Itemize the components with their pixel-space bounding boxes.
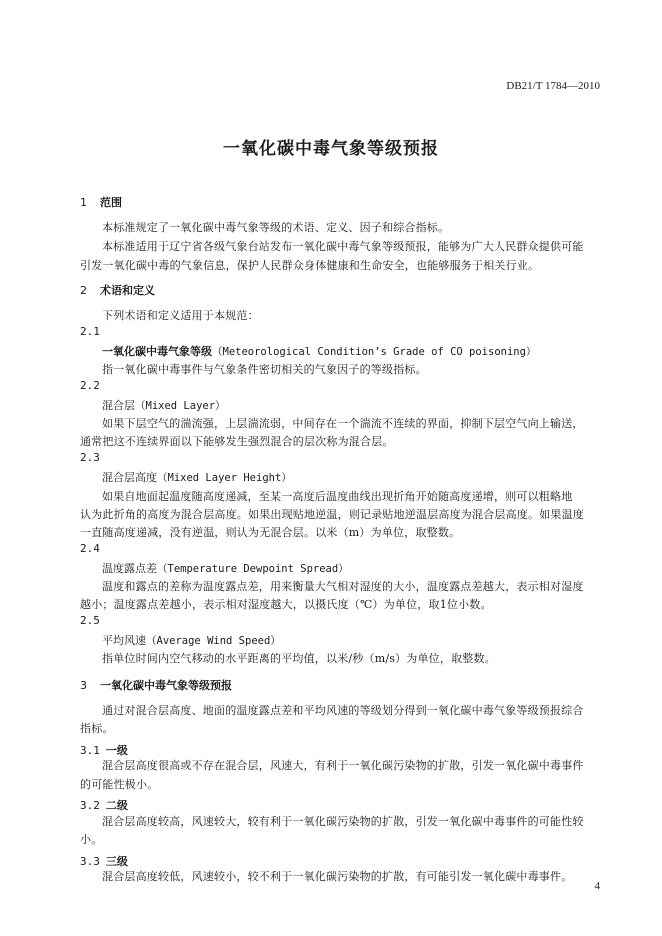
level-description: 混合层高度较高，风速较大，较有利于一氧化碳污染物的扩散，引发一氧化碳中毒事件的可能性较	[102, 815, 584, 828]
section-number: 3	[80, 679, 87, 692]
definition-continued: 一直随高度递减，没有逆温，则认为无混合层。以米（m）为单位，取整数。	[80, 526, 461, 539]
paragraph: 下列术语和定义适用于本规范：	[102, 309, 259, 322]
definition: 温度和露点的差称为温度露点差，用来衡量大气相对湿度的大小，温度露点差越大，表示相对湿度	[102, 580, 584, 593]
level-2-heading	[80, 794, 128, 813]
section-title: 范围	[100, 196, 122, 209]
term-english: （Temperature Dewpoint Spread）	[157, 563, 349, 575]
clause-number: 2.1	[80, 325, 100, 338]
clause-number: 2.2	[80, 379, 100, 392]
section-number: 2	[80, 284, 87, 297]
term-name: 温度露点差	[102, 562, 157, 575]
level-description-continued: 的可能性极小。	[80, 778, 159, 791]
section-title: 一氧化碳中毒气象等级预报	[100, 679, 232, 692]
definition: 指一氧化碳中毒事件与气象条件密切相关的气象因子的等级指标。	[102, 363, 427, 376]
definition: 如果下层空气的湍流强，上层湍流弱，中间存在一个湍流不连续的界面，抑制下层空气向上输送，	[102, 417, 584, 430]
term-english: （Meteorological Condition’s Grade of CO poisoning）	[212, 346, 537, 358]
term-english: （Mixed Layer Height）	[157, 472, 292, 484]
term-name: 一氧化碳中毒气象等级	[102, 345, 212, 358]
term-name: 混合层高度	[102, 471, 157, 484]
term-heading	[102, 343, 536, 359]
level-label: 一级	[105, 744, 128, 757]
term-heading	[102, 632, 281, 648]
page-number: 4	[594, 880, 600, 892]
paragraph: 本标准适用于辽宁省各级气象台站发布一氧化碳中毒气象等级预报，能够为广大人民群众提供可能	[102, 240, 584, 253]
definition-continued: 认为此折角的高度为混合层高度。如果出现贴地逆温，则记录贴地逆温层高度为混合层高度。如果温度	[80, 508, 584, 521]
level-label: 三级	[105, 855, 128, 868]
clause-number: 2.5	[80, 614, 100, 627]
definition-continued: 越小；温度露点差越小，表示相对湿度越大，以摄氏度（℃）为单位，取1位小数。	[80, 598, 492, 611]
section-2-heading	[80, 282, 155, 298]
paragraph-continued: 指标。	[80, 722, 114, 735]
level-description-continued: 小。	[80, 833, 103, 846]
document-title: 一氧化碳中毒气象等级预报	[223, 139, 439, 159]
section-1-heading	[80, 194, 122, 210]
level-description: 混合层高度较低，风速较小，较不利于一氧化碳污染物的扩散，有可能引发一氧化碳中毒事件。	[102, 870, 573, 883]
level-number: 3.1	[80, 744, 100, 757]
level-label: 二级	[105, 799, 128, 812]
section-title: 术语和定义	[100, 284, 155, 297]
term-name: 平均风速	[102, 634, 146, 647]
paragraph: 本标准规定了一氧化碳中毒气象等级的术语、定义、因子和综合指标。	[102, 221, 450, 234]
standard-code: DB21/T 1784—2010	[506, 80, 600, 92]
term-english: （Average Wind Speed）	[146, 635, 281, 647]
term-heading	[102, 397, 226, 413]
paragraph-continued: 引发一氧化碳中毒的气象信息，保护人民群众身体健康和生命安全，也能够服务于相关行业。	[80, 259, 540, 272]
term-name: 混合层	[102, 399, 135, 412]
level-number: 3.3	[80, 855, 100, 868]
clause-number: 2.4	[80, 542, 100, 555]
term-english: （Mixed Layer）	[135, 400, 226, 412]
level-number: 3.2	[80, 799, 100, 812]
definition: 指单位时间内空气移动的水平距离的平均值，以米/秒（m/s）为单位，取整数。	[102, 652, 496, 665]
definition: 如果自地面起温度随高度递减，至某一高度后温度曲线出现折角开始随高度递增，则可以粗略地	[102, 490, 573, 503]
level-description: 混合层高度很高或不存在混合层，风速大，有利于一氧化碳污染物的扩散，引发一氧化碳中毒事件	[102, 759, 584, 772]
clause-number: 2.3	[80, 451, 100, 464]
term-heading	[102, 560, 349, 576]
level-3-heading	[80, 850, 128, 869]
definition-continued: 通常把这不连续界面以下能够发生强烈混合的层次称为混合层。	[80, 435, 394, 448]
term-heading	[102, 469, 292, 485]
section-3-heading	[80, 677, 232, 693]
section-number: 1	[80, 196, 87, 209]
level-1-heading	[80, 739, 128, 758]
paragraph: 通过对混合层高度、地面的温度露点差和平均风速的等级划分得到一氧化碳中毒气象等级预报综合	[102, 704, 584, 717]
